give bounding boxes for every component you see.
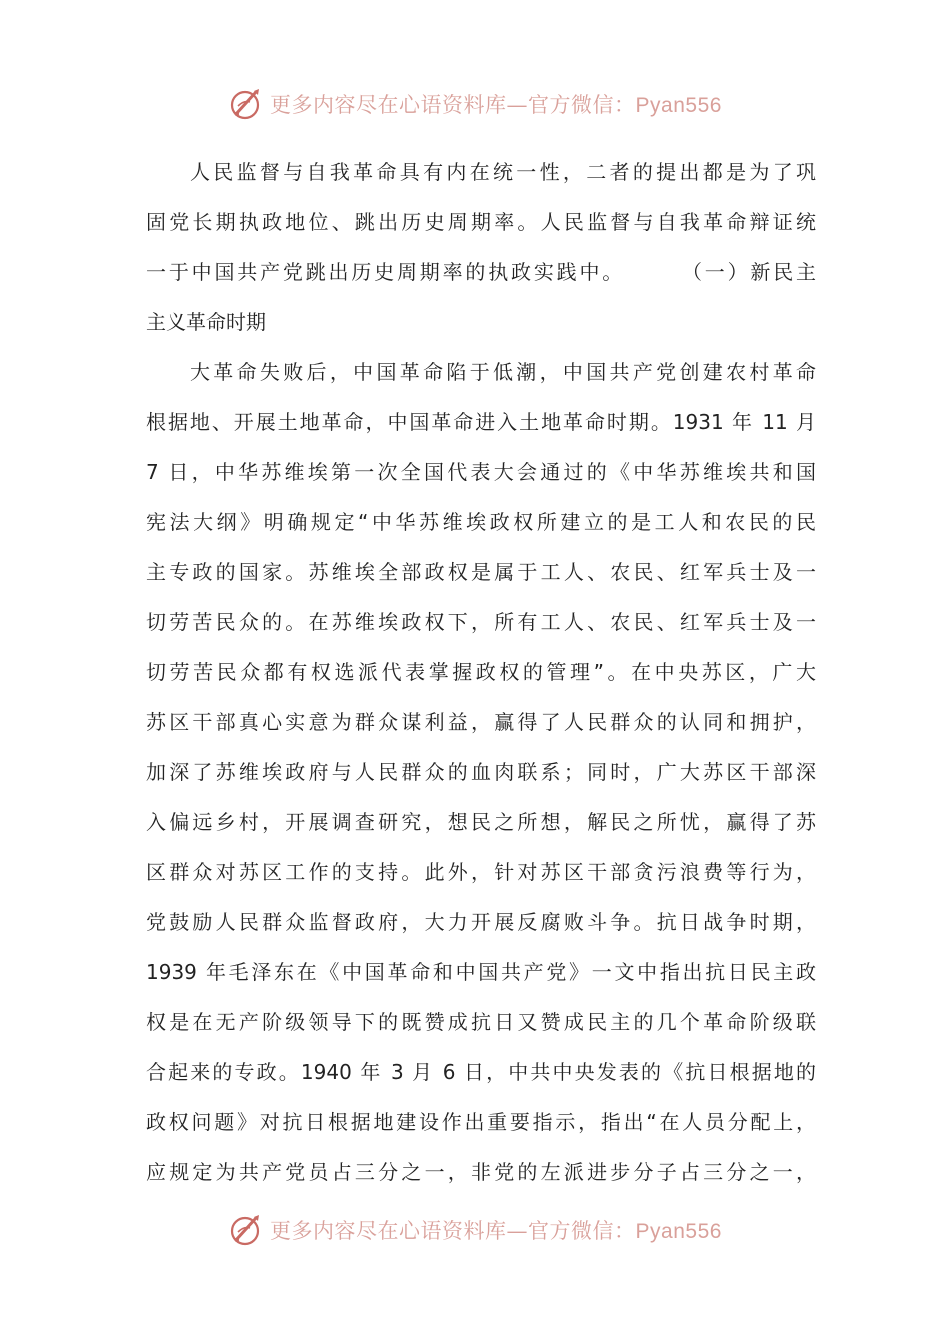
watermark-header [0,84,950,124]
text-line: 切劳苦民众都有权选派代表掌握政权的管理”。在中央苏区，广大 [146,660,816,684]
watermark-text: 更多内容尽在心语资料库—官方微信：Pyan556 [270,93,722,117]
text-line: 大革命失败后，中国革命陷于低潮，中国共产党创建农村革命 [190,360,816,384]
pen-logo-icon [228,1212,264,1248]
watermark-text: 更多内容尽在心语资料库—官方微信：Pyan556 [270,1219,722,1243]
text-line: 宪法大纲》明确规定“中华苏维埃政权所建立的是工人和农民的民 [146,510,816,534]
text-line: 政权问题》对抗日根据地建设作出重要指示，指出“在人员分配上， [146,1110,816,1134]
text-line: 固党长期执政地位、跳出历史周期率。人民监督与自我革命辩证统 [146,210,816,234]
text-line: 合起来的专政。1940 年 3 月 6 日，中共中央发表的《抗日根据地的 [146,1060,816,1084]
text-line: 应规定为共产党员占三分之一，非党的左派进步分子占三分之一， [146,1160,816,1184]
text-line: 权是在无产阶级领导下的既赞成抗日又赞成民主的几个革命阶级联 [146,1010,816,1034]
text-line: 主专政的国家。苏维埃全部政权是属于工人、农民、红军兵士及一 [146,560,816,584]
watermark-footer [0,1210,950,1250]
text-line: 苏区干部真心实意为群众谋利益，赢得了人民群众的认同和拥护， [146,710,816,734]
text-line: 切劳苦民众的。在苏维埃政权下，所有工人、农民、红军兵士及一 [146,610,816,634]
text-line: 入偏远乡村，开展调查研究，想民之所想，解民之所忧，赢得了苏 [146,810,816,834]
text-line: 7 日，中华苏维埃第一次全国代表大会通过的《中华苏维埃共和国 [146,460,816,484]
text-line: 党鼓励人民群众监督政府，大力开展反腐败斗争。抗日战争时期， [146,910,816,934]
text-line: 1939 年毛泽东在《中国革命和中国共产党》一文中指出抗日民主政 [146,960,816,984]
text-line: 加深了苏维埃政府与人民群众的血肉联系；同时，广大苏区干部深 [146,760,816,784]
pen-logo-icon [228,86,264,122]
text-line: 主义革命时期 [146,310,266,334]
text-line: 根据地、开展土地革命，中国革命进入土地革命时期。1931 年 11 月 [146,410,816,434]
article-body [146,147,816,1197]
section-heading-inline: （一）新民主 [679,260,816,284]
text-line: 区群众对苏区工作的支持。此外，针对苏区干部贪污浪费等行为， [146,860,816,884]
text-line: 一于中国共产党跳出历史周期率的执政实践中。 （一）新民主 [146,260,816,284]
text-line: 人民监督与自我革命具有内在统一性，二者的提出都是为了巩 [190,160,816,184]
